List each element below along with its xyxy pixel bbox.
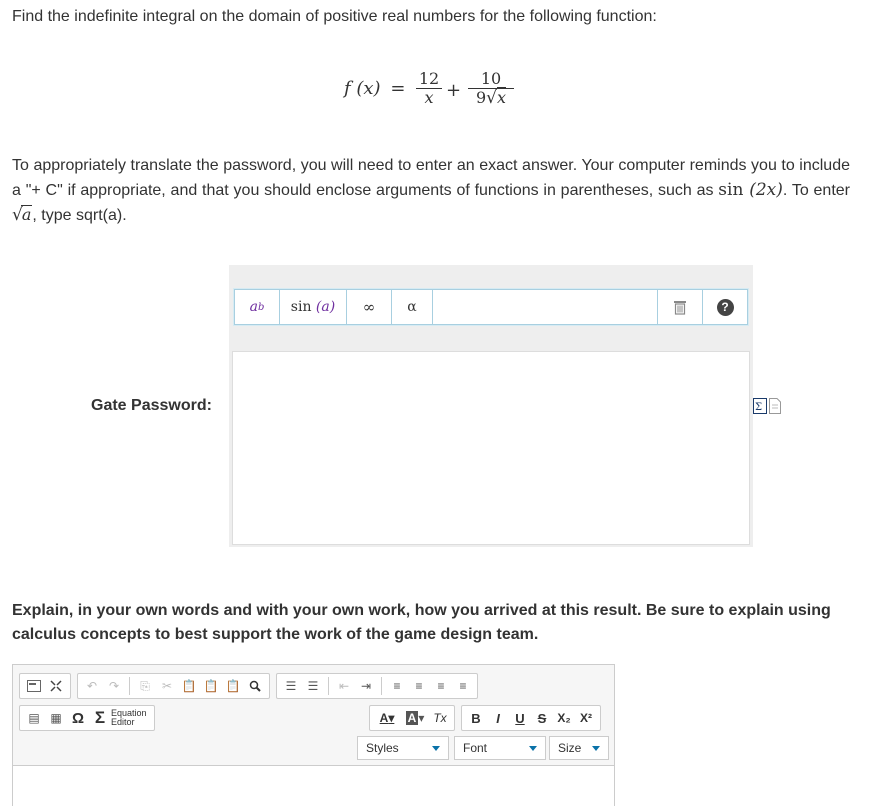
strikethrough-button[interactable]: S — [537, 710, 547, 726]
editor-color-group — [369, 705, 455, 731]
font-dropdown[interactable]: Font — [454, 736, 546, 760]
subscript-button[interactable]: X₂ — [557, 711, 571, 725]
bg-color-button[interactable]: A ▾ — [407, 711, 425, 725]
question-prompt: Find the indefinite integral on the domain of positive real numbers for the following function: — [12, 8, 657, 25]
source-icon[interactable] — [24, 676, 44, 696]
equation-editor-button[interactable]: Equation Editor — [111, 708, 147, 727]
document-icon[interactable] — [769, 398, 781, 419]
editor-list-group — [276, 673, 478, 699]
help-icon[interactable]: ? — [703, 290, 747, 324]
maximize-icon[interactable] — [46, 676, 66, 696]
paste-word-icon[interactable]: 📋 — [225, 679, 241, 693]
align-justify-icon[interactable]: ≡ — [459, 679, 467, 693]
formula-lhs: f (x) = — [344, 78, 406, 99]
table-icon[interactable]: ▦ — [50, 711, 62, 725]
underline-button[interactable]: U — [515, 710, 525, 726]
editor-format-row — [369, 705, 601, 731]
find-icon[interactable] — [245, 676, 265, 696]
term2-fraction: $\frac{10}{9√x}$ — [468, 70, 514, 107]
indent-icon[interactable]: ⇥ — [360, 679, 372, 693]
align-left-icon[interactable]: ≡ — [393, 679, 401, 693]
font-color-button[interactable]: A ▾ — [379, 711, 395, 725]
math-answer-panel — [229, 265, 753, 547]
omega-icon[interactable]: Ω — [71, 709, 85, 727]
svg-text:Σ: Σ — [755, 402, 763, 413]
align-right-icon[interactable]: ≡ — [437, 679, 445, 693]
editor-edit-group — [77, 673, 270, 699]
superscript-button[interactable]: X² — [580, 711, 592, 725]
function-formula — [340, 68, 540, 118]
paste-text-icon[interactable]: 📋 — [203, 679, 219, 693]
gate-password-label: Gate Password: — [91, 397, 212, 414]
trash-icon[interactable] — [658, 290, 703, 324]
cut-icon[interactable]: ✂ — [161, 679, 173, 693]
gate-password-input[interactable] — [232, 351, 750, 545]
alpha-button[interactable]: α — [392, 290, 433, 324]
editor-style-group — [461, 705, 601, 731]
answer-side-icons — [753, 398, 781, 419]
explain-prompt: Explain, in your own words and with your own work, how you arrived at this result. Be sure to explain using calculus concepts to best support the work of the game design team. — [12, 602, 831, 643]
bullet-list-icon[interactable]: ☰ — [307, 679, 319, 693]
power-button[interactable]: a b — [235, 290, 280, 324]
instructions-text: To appropriately translate the password, you will need to enter an exact answer. Your computer reminds you to include a "+ C" if appropriate, and that you should enclose arguments of functions in parentheses, such as sin (2x). To enter √a, type sqrt(a). — [12, 157, 850, 225]
numbered-list-icon[interactable]: ☰ — [285, 679, 297, 693]
chevron-down-icon — [592, 746, 600, 751]
bold-button[interactable]: B — [471, 710, 481, 726]
equation-preview-icon[interactable] — [753, 398, 767, 419]
sin-button[interactable]: sin (a) — [280, 290, 347, 324]
chevron-down-icon — [432, 746, 440, 751]
chevron-down-icon — [529, 746, 537, 751]
infinity-button[interactable]: ∞ — [347, 290, 392, 324]
outdent-icon[interactable]: ⇤ — [338, 679, 350, 693]
editor-insert-group — [19, 705, 155, 731]
italic-button[interactable]: I — [496, 710, 500, 726]
size-dropdown[interactable]: Size — [549, 736, 609, 760]
math-toolbar — [234, 289, 748, 325]
editor-source-group — [19, 673, 71, 699]
editor-toolbar-row2 — [19, 705, 155, 731]
paste-icon[interactable]: 📋 — [181, 679, 197, 693]
copy-icon[interactable]: ⎘ — [140, 678, 150, 693]
remove-format-button[interactable]: Tx — [433, 711, 447, 725]
term1-fraction: $\frac{12}{x}$ — [416, 70, 442, 107]
editor-toolbar-row1 — [19, 673, 478, 699]
plus-sign: + — [446, 80, 462, 101]
undo-icon[interactable]: ↶ — [86, 679, 98, 693]
styles-dropdown[interactable]: Styles — [357, 736, 449, 760]
redo-icon[interactable]: ↷ — [108, 679, 120, 693]
align-center-icon[interactable]: ≡ — [415, 679, 423, 693]
sigma-icon[interactable]: Σ — [94, 708, 106, 727]
explanation-textarea[interactable] — [13, 765, 614, 806]
horizontal-line-icon[interactable]: ▤ — [28, 711, 40, 725]
rich-text-editor — [12, 664, 615, 806]
